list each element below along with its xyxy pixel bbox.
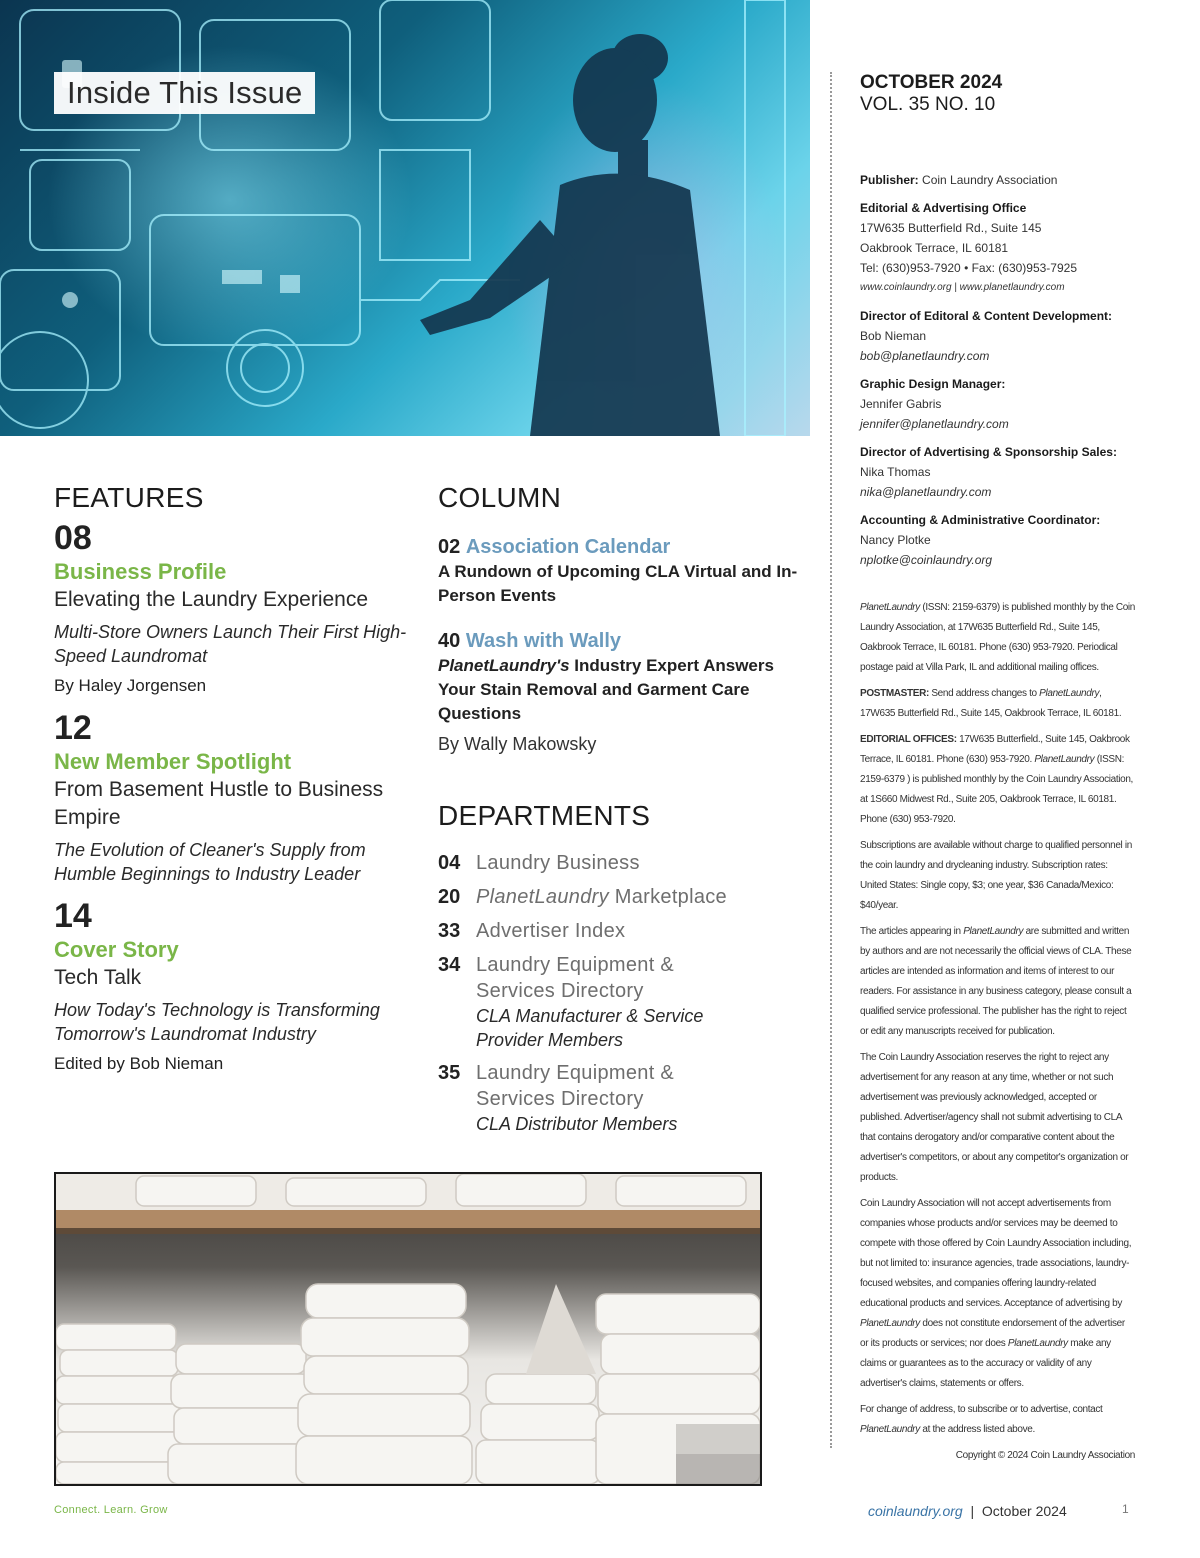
feature-subtitle: Tech Talk <box>54 966 142 989</box>
department-title[interactable]: Advertiser Index <box>476 920 626 942</box>
legal-paragraph: For change of address, to subscribe or to advertise, contact PlanetLaundry at the address listed above. <box>860 1404 1103 1435</box>
publisher-line: Publisher: Coin Laundry Association <box>860 173 1058 187</box>
feature-item[interactable] <box>54 708 414 886</box>
department-title[interactable]: PlanetLaundry Marketplace <box>476 886 727 908</box>
department-page-number: 33 <box>438 920 461 942</box>
hero-image <box>0 0 810 436</box>
feature-title[interactable]: New Member Spotlight <box>54 749 292 774</box>
legal-paragraph: The articles appearing in PlanetLaundry are submitted and written by authors and are not necessarily the official views of CLA. These articles are intended as information and items of interest to our readers. For assistance in any business category, please consult a qualified service professional. The publisher has the right to reject or edit any manuscripts received for publication. <box>860 926 1132 1037</box>
department-title[interactable]: Laundry Equipment & Services Directory <box>476 1062 675 1110</box>
email-link[interactable]: nika@planetlaundry.com <box>860 485 992 499</box>
issue-volume: VOL. 35 NO. 10 <box>860 94 996 115</box>
footer-date: October 2024 <box>981 1503 1067 1519</box>
column-item[interactable] <box>438 534 810 608</box>
feature-page-number: 14 <box>54 897 92 935</box>
department-item[interactable] <box>438 884 810 910</box>
feature-byline: By Haley Jorgensen <box>54 676 207 695</box>
feature-byline: Edited by Bob Nieman <box>54 1054 224 1073</box>
feature-title[interactable]: Cover Story <box>54 937 179 962</box>
feature-description: Multi-Store Owners Launch Their First High-Speed Laundromat <box>54 622 407 666</box>
features-section <box>54 482 414 1086</box>
department-page-number: 35 <box>438 1062 461 1084</box>
feature-item[interactable] <box>54 896 414 1076</box>
department-title[interactable]: Laundry Business <box>476 852 640 874</box>
copyright: Copyright © 2024 Coin Laundry Association <box>955 1450 1135 1461</box>
staff-advertising: Director of Advertising & Sponsorship Sales: Nika Thomas nika@planetlaundry.com <box>860 445 1117 499</box>
column-description: PlanetLaundry's Industry Expert Answers Your Stain Removal and Garment Care Questions <box>438 656 774 723</box>
legal-paragraph: Subscriptions are available without charge to qualified personnel in the coin laundry and drycleaning industry. Subscription rates: United States: Single copy, $3; one year, $36 Canada/Mexico: $40/year. <box>860 840 1132 911</box>
office-websites[interactable]: www.coinlaundry.org | www.planetlaundry.com <box>860 282 1065 293</box>
column-description: A Rundown of Upcoming CLA Virtual and In-Person Events <box>438 562 798 605</box>
column-title[interactable]: Wash with Wally <box>465 630 622 652</box>
footer-tagline: Connect. Learn. Grow <box>54 1504 168 1516</box>
legal-paragraph: EDITORIAL OFFICES: 17W635 Butterfield., Suite 145, Oakbrook Terrace, IL 60181. Phone (630) 953-7920. PlanetLaundry (ISSN: 2159-6379 ) is published monthly by the Coin Laundry Association, at 1S660 Midwest Rd., Suite 205, Oakbrook Terrace, IL 60181. Phone (630) 953-7920. <box>860 734 1133 825</box>
sidebar-divider <box>830 72 832 1448</box>
feature-description: How Today's Technology is Transforming Tomorrow's Laundromat Industry <box>54 1000 380 1044</box>
department-page-number: 20 <box>438 886 461 908</box>
department-subtitle: CLA Distributor Members <box>476 1114 678 1134</box>
column-heading: COLUMN <box>438 482 562 513</box>
legal-paragraph: POSTMASTER: Send address changes to PlanetLaundry, 17W635 Butterfield Rd., Suite 145, Oakbrook Terrace, IL 60181. <box>860 688 1122 719</box>
staff-accounting: Accounting & Administrative Coordinator: Nancy Plotke nplotke@coinlaundry.org <box>860 513 1101 567</box>
email-link[interactable]: nplotke@coinlaundry.org <box>860 553 993 567</box>
legal-notice <box>860 598 1135 1466</box>
footer-site-link[interactable]: coinlaundry.org <box>868 1503 963 1519</box>
inside-this-issue-label: Inside This Issue <box>54 72 315 114</box>
department-item[interactable] <box>438 1060 810 1136</box>
staff-director-editorial: Director of Editoral & Content Development: Bob Nieman bob@planetlaundry.com <box>860 309 1113 363</box>
column-item[interactable] <box>438 628 810 756</box>
footer-site-date: coinlaundry.org | October 2024 <box>868 1503 1067 1519</box>
department-item[interactable] <box>438 952 810 1052</box>
legal-paragraph: PlanetLaundry (ISSN: 2159-6379) is published monthly by the Coin Laundry Association, at 17W635 Butterfield Rd., Suite 145, Oakbrook Terrace, IL 60181. Phone (630) 953-7920. Periodical postage paid at Villa Park, IL and additional mailing offices. <box>860 602 1136 673</box>
feature-item[interactable] <box>54 518 414 698</box>
page-number: 1 <box>1122 1502 1129 1516</box>
legal-paragraph: Coin Laundry Association will not accept advertisements from companies whose products and/or services may be deemed to compete with those offered by Coin Laundry Association including, but not limited to: insurance agencies, trade associations, laundry-focused websites, and companies offering laundry-related educational products and services. Acceptance of advertising by PlanetLaundry does not constitute endorsement of the advertiser or its products or services; nor does PlanetLaundry make any claims or guarantees as to the accuracy or validity of any advertiser's claims, statements or offers. <box>860 1198 1132 1389</box>
departments-heading: DEPARTMENTS <box>438 800 651 831</box>
department-page-number: 34 <box>438 954 461 976</box>
department-item[interactable] <box>438 850 810 876</box>
feature-description: The Evolution of Cleaner's Supply from Humble Beginnings to Industry Leader <box>54 840 366 884</box>
column-page-number: 02 <box>438 536 461 558</box>
feature-subtitle: From Basement Hustle to Business Empire <box>54 778 384 829</box>
feature-page-number: 08 <box>54 519 92 557</box>
feature-page-number: 12 <box>54 709 92 747</box>
department-item[interactable] <box>438 918 810 944</box>
column-page-number: 40 <box>438 630 461 652</box>
feature-title[interactable]: Business Profile <box>54 559 227 584</box>
laundry-photo <box>54 1172 762 1486</box>
issue-date: OCTOBER 2024 <box>860 72 1003 93</box>
hero-tech-illustration <box>0 0 810 436</box>
department-page-number: 04 <box>438 852 461 874</box>
laundry-linens-photo <box>56 1174 760 1484</box>
legal-paragraph: The Coin Laundry Association reserves the right to reject any advertisement for any reason at any time, whether or not such advertisement was previously acknowledged, accepted or published. Advertiser/agency shall not submit advertising to CLA that contains derogatory and/or comparative content about the advertiser's competitors, or about any competitor's organization or products. <box>860 1052 1129 1183</box>
column-byline: By Wally Makowsky <box>438 734 597 754</box>
features-heading: FEATURES <box>54 482 204 513</box>
feature-subtitle: Elevating the Laundry Experience <box>54 588 369 611</box>
office-block: Editorial & Advertising Office 17W635 Butterfield Rd., Suite 145 Oakbrook Terrace, IL 60181 Tel: (630)953-7920 • Fax: (630)953-7925 www.coinlaundry.org | www.planetlaundry.com <box>860 198 1135 298</box>
email-link[interactable]: jennifer@planetlaundry.com <box>860 417 1009 431</box>
staff-graphic-design: Graphic Design Manager: Jennifer Gabris jennifer@planetlaundry.com <box>860 377 1009 431</box>
department-subtitle: CLA Manufacturer & Service Provider Members <box>476 1006 704 1050</box>
column-title[interactable]: Association Calendar <box>465 536 671 558</box>
department-title[interactable]: Laundry Equipment & Services Directory <box>476 954 675 1002</box>
masthead <box>860 170 1135 570</box>
masthead-sidebar <box>860 72 1135 1472</box>
column-section <box>438 482 810 1136</box>
email-link[interactable]: bob@planetlaundry.com <box>860 349 990 363</box>
